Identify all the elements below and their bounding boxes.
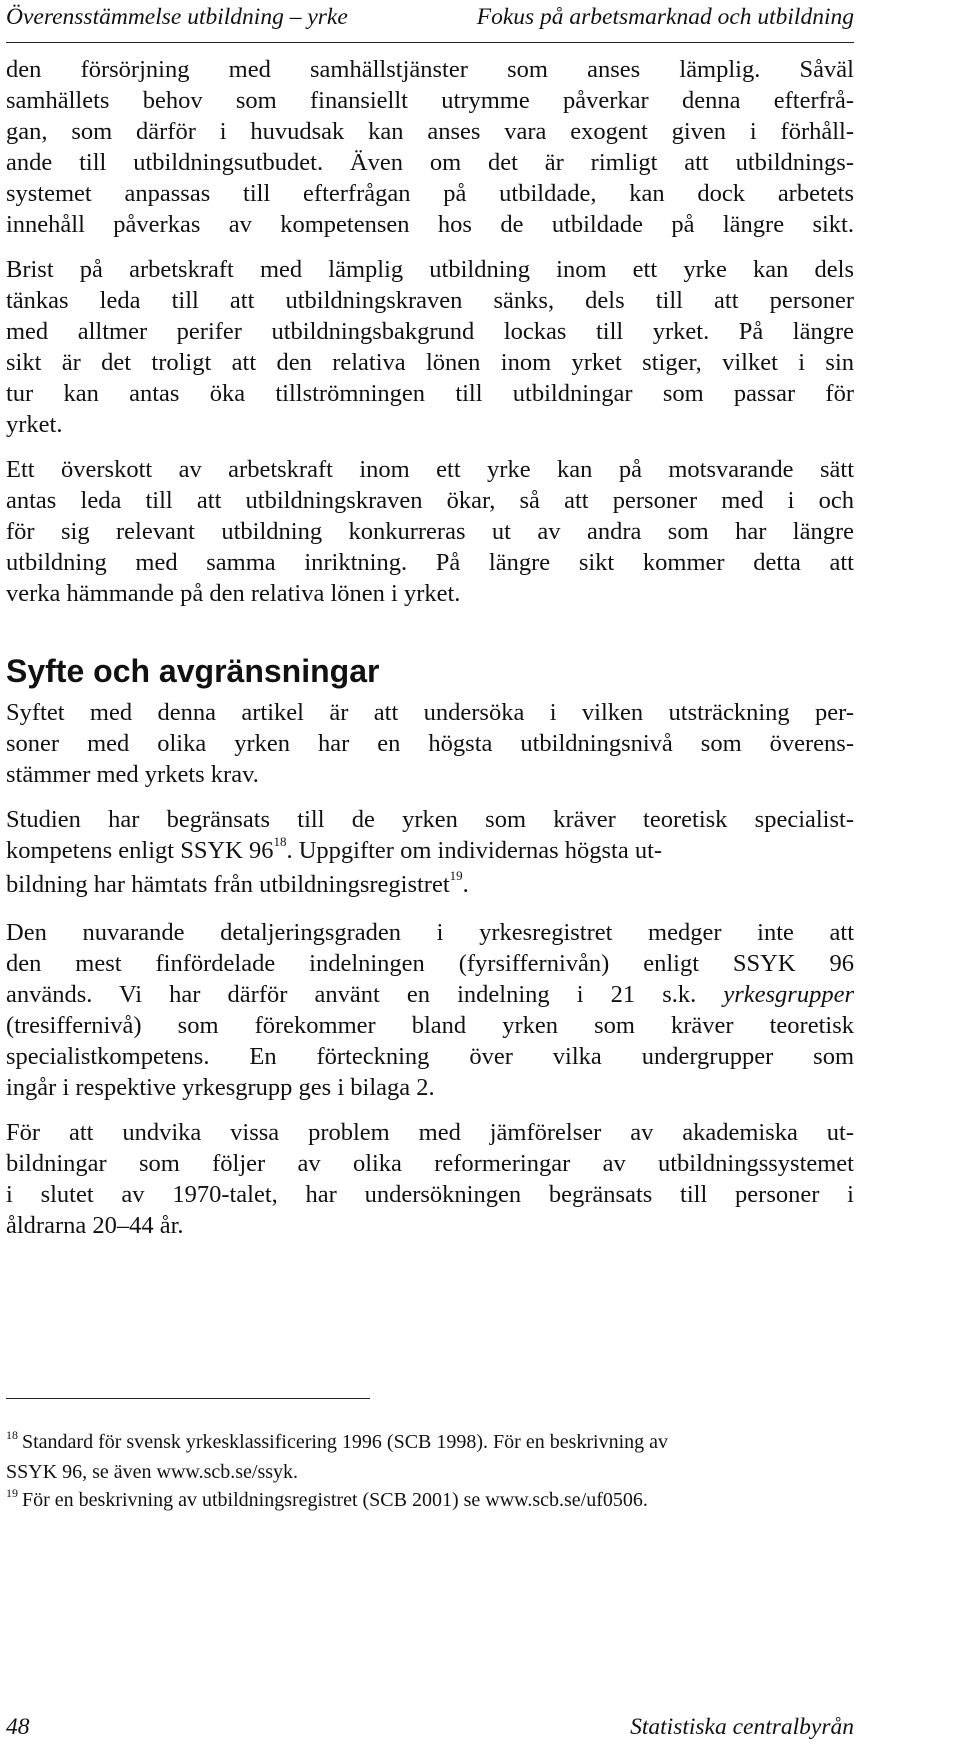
text-fragment: . [462,871,469,898]
footnote-text: För en beskrivning av utbildningsregistret (SCB 2001) se www.scb.se/uf0506. [22,1489,648,1511]
text-line: stämmer med yrkets krav. [6,761,259,788]
text-line: soner med olika yrken har en högsta utbildningsnivå som överens- [6,730,854,757]
footnote-19-line [6,1486,854,1516]
paragraph-2 [6,254,854,440]
text-line: yrket. [6,411,63,438]
text-fragment: kompetens enligt SSYK 96 [6,837,274,864]
text-line: Syftet med denna artikel är att undersöka i vilken utsträckning per- [6,699,854,726]
footnotes [6,1428,854,1516]
document-page [6,0,854,1756]
text-line: Studien har begränsats till de yrken som kräver teoretisk specialist- [6,806,854,833]
text-fragment: bildning har hämtats från utbildningsregistret [6,871,450,898]
text-line: tänkas leda till att utbildningskraven sänks, dels till att personer [6,287,854,314]
text-line: åldrarna 20–44 år. [6,1212,184,1239]
footnote-ref-19[interactable]: 19 [449,868,463,883]
header-left-title: Överensstämmelse utbildning – yrke [6,4,348,30]
text-line: utbildning med samma inriktning. På längre sikt kommer detta att [6,549,854,576]
section-paragraph-3 [6,917,854,1103]
footnote-ref-18[interactable]: 18 [273,834,287,849]
text-line: (tresiffernivå) som förekommer bland yrken som kräver teoretisk [6,1012,854,1039]
text-line: samhällets behov som finansiellt utrymme påverkar denna efterfrå- [6,87,854,114]
text-line: verka hämmande på den relativa lönen i yrket. [6,580,461,607]
text-fragment: . Uppgifter om individernas högsta ut- [286,837,663,864]
running-header [6,4,854,43]
footnote-number: 18 [6,1428,18,1442]
text-line: gan, som därför i huvudsak kan anses vara exogent given i förhåll- [6,118,854,145]
text-line [6,869,854,903]
footnote-divider [6,1398,370,1399]
italic-term: yrkesgrupper [723,981,854,1008]
text-line: antas leda till att utbildningskraven ökar, så att personer med i och [6,487,854,514]
text-line: för sig relevant utbildning konkurreras ut av andra som har längre [6,518,854,545]
text-fragment: används. Vi har därför använt en indelning i 21 s.k. [6,981,724,1008]
text-line: systemet anpassas till efterfrågan på utbildade, kan dock arbetets [6,180,854,207]
paragraph-3 [6,454,854,609]
text-line: den försörjning med samhällstjänster som anses lämplig. Såväl [6,56,854,83]
paragraph-1 [6,54,854,240]
text-line: För att undvika vissa problem med jämförelser av akademiska ut- [6,1119,854,1146]
text-line: den mest finfördelade indelningen (fyrsiffernivån) enligt SSYK 96 [6,950,854,977]
footnote-18-line: SSYK 96, se även www.scb.se/ssyk. [6,1461,299,1483]
text-line: ande till utbildningsutbudet. Även om det är rimligt att utbildnings- [6,149,854,176]
section-paragraph-4 [6,1117,854,1241]
text-line [6,979,854,1010]
text-line: i slutet av 1970-talet, har undersökningen begränsats till personer i [6,1181,854,1208]
text-line [6,835,854,869]
text-line: Den nuvarande detaljeringsgraden i yrkesregistret medger inte att [6,919,854,946]
text-line: bildningar som följer av olika reformeringar av utbildningssystemet [6,1150,854,1177]
text-line: Ett överskott av arbetskraft inom ett yrke kan på motsvarande sätt [6,456,854,483]
footnote-text: Standard för svensk yrkesklassificering 1996 (SCB 1998). För en beskrivning av [22,1431,669,1453]
body-text [6,54,854,1255]
text-line: Brist på arbetskraft med lämplig utbildning inom ett yrke kan dels [6,256,854,283]
section-paragraph-2 [6,804,854,903]
footnote-18-line [6,1428,854,1458]
text-line: tur kan antas öka tillströmningen till utbildningar som passar för [6,380,854,407]
section-paragraph-1 [6,697,854,790]
page-number: 48 [6,1714,30,1740]
text-line: med alltmer perifer utbildningsbakgrund lockas till yrket. På längre [6,318,854,345]
text-line: ingår i respektive yrkesgrupp ges i bilaga 2. [6,1074,435,1101]
footnote-number: 19 [6,1486,18,1500]
header-right-title: Fokus på arbetsmarknad och utbildning [476,4,854,30]
text-line: specialistkompetens. En förteckning över vilka undergrupper som [6,1043,854,1070]
section-heading: Syfte och avgränsningar [6,653,380,689]
publisher-name: Statistiska centralbyrån [630,1714,854,1740]
text-line: innehåll påverkas av kompetensen hos de utbildade på längre sikt. [6,211,854,238]
text-line: sikt är det troligt att den relativa lönen inom yrket stiger, vilket i sin [6,349,854,376]
